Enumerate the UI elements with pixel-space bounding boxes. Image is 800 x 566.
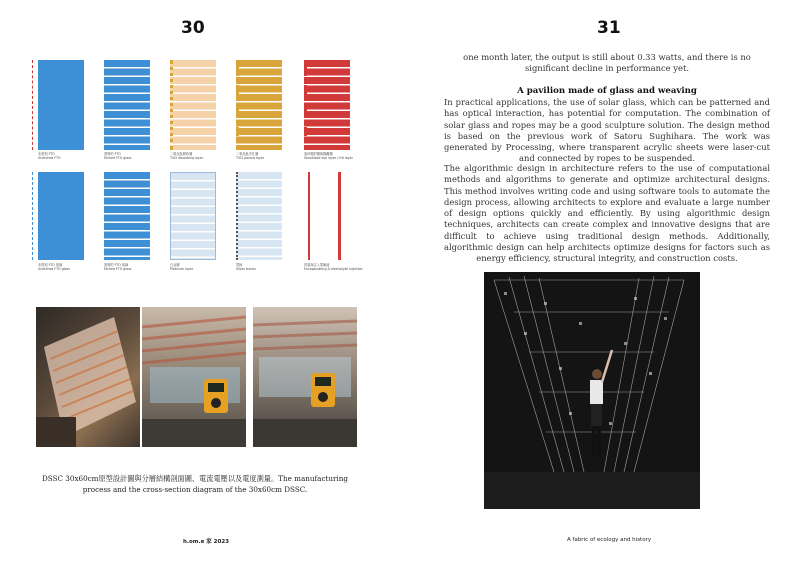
diagram-tio2-porous: [236, 60, 282, 150]
diagram-caption: 未蒽刻 FTO 玻璃 Unetched FTO glass: [38, 263, 70, 272]
diagram-tio2-absorbing: [170, 60, 216, 150]
section-heading: A pavilion made of glass and weaving: [517, 86, 697, 96]
dimension-scale-bottom: [32, 172, 35, 260]
diagram-caption: 二氧化鈦多孔層 TiO2 porous layer: [236, 152, 265, 161]
diagram-etched-fto-glass: [104, 172, 150, 260]
photo-caption: DSSC 30x60cm原型設計圖與分層結構剖面圖、電流電壓以及電度測量。The manufacturing process and the cross-section diagram of the 30x60cm DSSC.: [42, 474, 348, 494]
diagram-caption: 電極 Silver tracks: [236, 263, 256, 272]
diagram-unetched-fto-glass: [38, 172, 84, 260]
photo-glass-weaving-pavilion: [484, 272, 700, 509]
page-number-right: 31: [597, 18, 621, 38]
diagram-caption: 白金層 Platinum layer: [170, 263, 194, 272]
photo-multimeter-test-2: [253, 307, 357, 447]
intro-paragraph: one month later, the output is still about 0.33 watts, and there is no significant decline in performance yet.: [463, 52, 751, 74]
footer-magazine-title: h.om.e 家 2023: [183, 539, 229, 545]
diagram-caption: 封裝與注入電解液 Encapsulating & electrolyte injection: [304, 263, 363, 272]
page-number-left: 30: [181, 18, 205, 38]
diagram-encapsulating: [304, 172, 344, 260]
diagram-caption: 未蒽刻 FTO Unetched FTO: [38, 152, 61, 161]
diagram-caption: 染料吸附層與隔離層 Sensitized dye layer / frit layer: [304, 152, 353, 161]
dimension-scale-top: [32, 60, 35, 150]
body-paragraph-1: In practical applications, the use of solar glass, which can be patterned and has optical interaction, has potential for computation. The combination of solar glass and ropes may be a good sculpture solution. The design method is based on the previous work of Satoru Sughihara. The work was generated by Processing, where transparent acrylic sheets were laser-cut and connected by ropes to be suspended.: [444, 97, 770, 164]
diagram-sensitized-dye: [304, 60, 350, 150]
photo-multimeter-test-1: [142, 307, 246, 447]
diagram-caption: 蒽刻的 FTO 玻璃 Etched FTO glass: [104, 263, 132, 272]
photo-dssc-panel-held: [36, 307, 140, 447]
diagram-caption: 二氧化鈦吸收層 TiO2 absorbing layer: [170, 152, 204, 161]
diagram-etched-fto: [104, 60, 150, 150]
diagram-silver-tracks: [236, 172, 282, 260]
diagram-unetched-fto: [38, 60, 84, 150]
body-paragraph-2: The algorithmic design in architecture refers to the use of computational methods and algorithms to generate and optimize architectural designs. This method involves writing code and using software tools to automate the design process, allowing architects to explore and evaluate a large number of design options quickly and efficiently. By using algorithmic design techniques, architects can create complex and innovative designs that are difficult to achieve using traditional design methods. Additionally, algorithmic design can help architects optimize designs for factors such as energy efficiency, structural integrity, and construction costs.: [444, 163, 770, 264]
footer-article-title: A fabric of ecology and history: [567, 537, 652, 543]
diagram-platinum: [170, 172, 216, 260]
diagram-caption: 蒽刻的 FTO Etched FTO glass: [104, 152, 132, 161]
